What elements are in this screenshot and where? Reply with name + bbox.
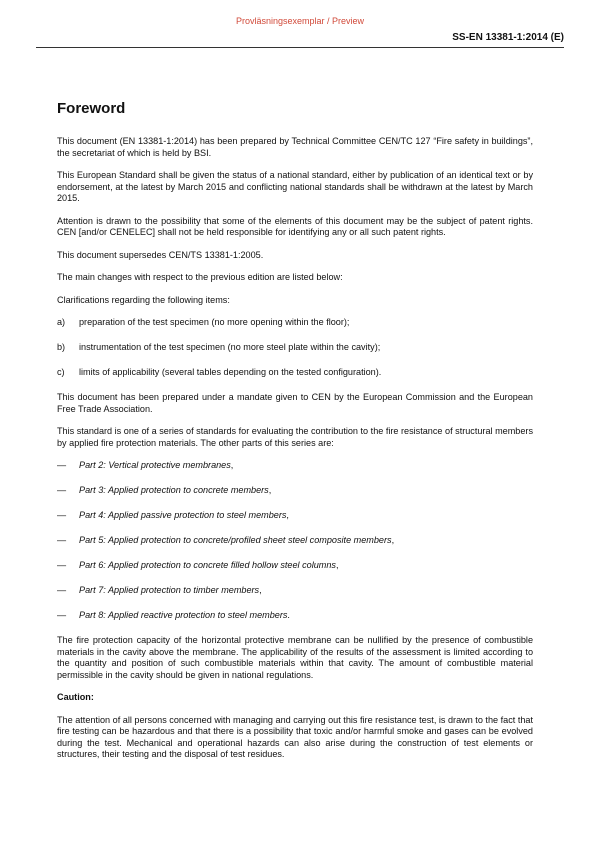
section-title: Foreword	[57, 100, 126, 117]
list-marker: b)	[57, 342, 66, 352]
part-title: Part 5: Applied protection to concrete/profiled sheet steel composite members	[79, 535, 392, 545]
list-marker: c)	[57, 367, 65, 377]
list-text: limits of applicability (several tables depending on the tested configuration).	[79, 367, 382, 377]
part-punctuation: .	[287, 610, 290, 620]
part-punctuation: ,	[286, 510, 289, 520]
part-list-item	[57, 510, 533, 522]
part-punctuation: ,	[259, 585, 262, 595]
part-list-item	[57, 535, 533, 547]
part-title: Part 6: Applied protection to concrete filled hollow steel columns	[79, 560, 336, 570]
paragraph-membrane: The fire protection capacity of the horizontal protective membrane can be nullified by the presence of combustible materials in the cavity above the membrane. The applicability of the results of the assessment is limited according to the quantity and position of such combustible materials within that cavity. The amount of combustible material permissible in the cavity should be given in national regulations.	[57, 635, 533, 680]
foreword-section	[57, 100, 533, 772]
paragraph-prepared-by: This document (EN 13381-1:2014) has been prepared by Technical Committee CEN/TC 127 “Fire safety in buildings”, the secretariat of which is held by BSI.	[57, 136, 533, 158]
dash-marker: —	[57, 485, 67, 495]
list-item	[57, 342, 533, 354]
dash-marker: —	[57, 610, 67, 620]
paragraph-caution: The attention of all persons concerned with managing and carrying out this fire resistance test, is drawn to the fact that fire testing can be hazardous and that there is a possibility that toxic and/or harmful smoke and gases can be evolved during the test. Mechanical and operational hazards can also arise during the construction of test elements or structures, their testing and the disposal of test residues.	[57, 714, 533, 759]
dash-marker: —	[57, 560, 67, 570]
header-rule	[36, 47, 564, 48]
part-punctuation: ,	[335, 560, 339, 570]
standard-identifier: SS-EN 13381-1:2014 (E)	[452, 32, 564, 43]
paragraph-patent-rights: Attention is drawn to the possibility that some of the elements of this document may be the subject of patent rights. CEN [and/or CENELEC] shall not be held responsible for identifying any or all such patent rights.	[57, 215, 533, 237]
part-list-item	[57, 585, 533, 597]
paragraph-national-status: This European Standard shall be given the status of a national standard, either by publication of an identical text or by endorsement, at the latest by March 2015 and conflicting national standards shall be withdrawn at the latest by March 2015.	[57, 170, 533, 203]
dash-marker: —	[57, 585, 67, 595]
part-title: Part 4: Applied passive protection to steel members	[79, 510, 287, 520]
part-punctuation: ,	[230, 460, 234, 470]
paragraph-clarifications-intro: Clarifications regarding the following items:	[57, 294, 230, 305]
caution-heading: Caution:	[57, 692, 94, 702]
dash-marker: —	[57, 535, 67, 545]
list-item	[57, 317, 533, 329]
part-title: Part 3: Applied protection to concrete members	[79, 485, 269, 495]
preview-watermark: Provläsningsexemplar / Preview	[235, 16, 365, 26]
part-punctuation: ,	[391, 535, 395, 545]
part-title: Part 7: Applied protection to timber members	[79, 585, 260, 595]
list-text: instrumentation of the test specimen (no more steel plate within the cavity);	[79, 342, 381, 352]
part-list-item	[57, 460, 533, 472]
part-punctuation: ,	[268, 485, 272, 495]
list-text: preparation of the test specimen (no more opening within the floor);	[79, 317, 350, 327]
list-marker: a)	[57, 317, 66, 327]
list-item	[57, 367, 533, 379]
part-list-item	[57, 610, 533, 622]
paragraph-mandate: This document has been prepared under a mandate given to CEN by the European Commission and the European Free Trade Association.	[57, 392, 533, 414]
dash-marker: —	[57, 510, 67, 520]
paragraph-supersedes: This document supersedes CEN/TS 13381-1:2005.	[57, 249, 264, 260]
part-title: Part 2: Vertical protective membranes	[79, 460, 231, 470]
paragraph-series: This standard is one of a series of standards for evaluating the contribution to the fire resistance of structural members by applied fire protection materials. The other parts of this series are:	[57, 426, 533, 448]
paragraph-main-changes: The main changes with respect to the previous edition are listed below:	[57, 272, 343, 282]
part-title: Part 8: Applied reactive protection to steel members	[79, 610, 288, 620]
dash-marker: —	[57, 460, 67, 470]
part-list-item	[57, 485, 533, 497]
part-list-item	[57, 560, 533, 572]
